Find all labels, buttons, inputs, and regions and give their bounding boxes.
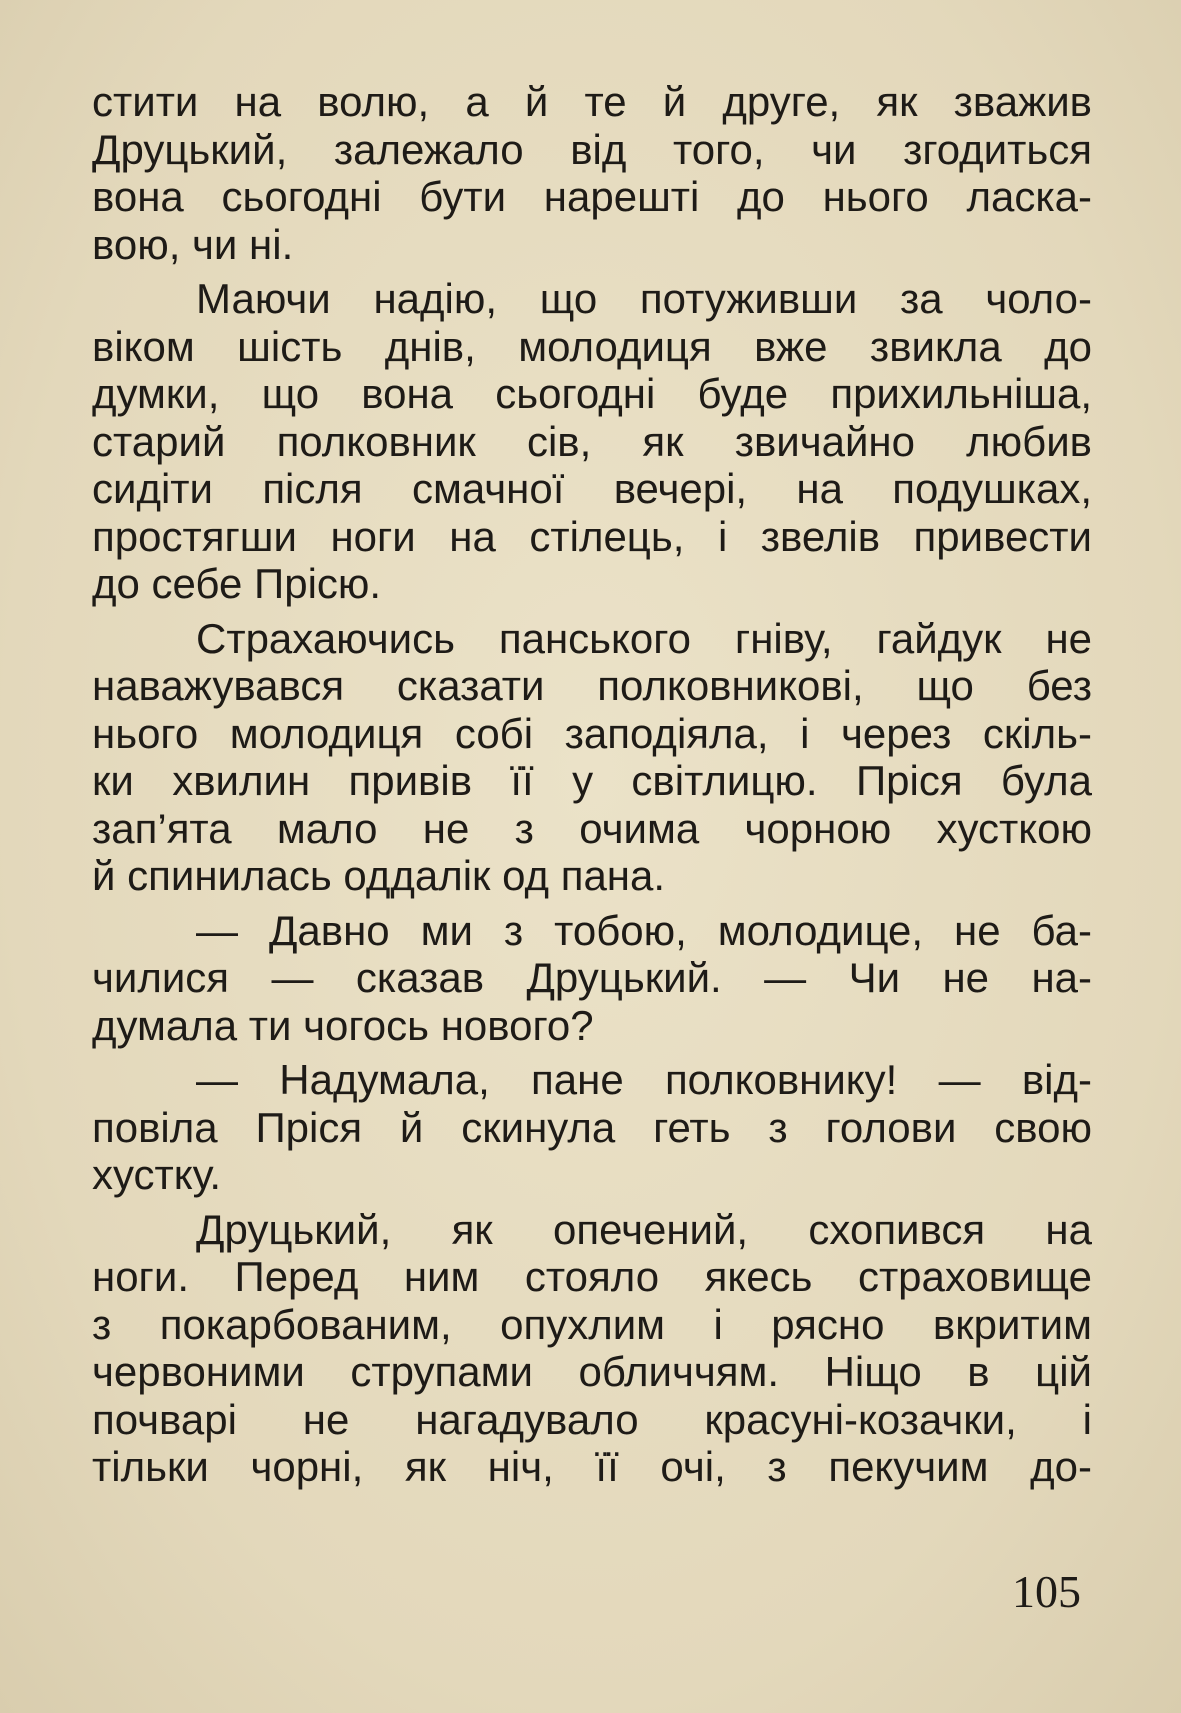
page-number: 105 xyxy=(1012,1566,1081,1617)
text-line: старий полковник сів, як звичайно любив xyxy=(92,417,1092,465)
text-line: й спинилась оддалік од пана. xyxy=(92,852,666,899)
paragraph xyxy=(92,275,1092,608)
text-line: наважувався сказати полковникові, що без xyxy=(92,662,1092,709)
text-line: — Давно ми з тобою, молодице, не ба- xyxy=(196,906,1092,954)
text-line: Друцький, як опечений, схопився на xyxy=(196,1205,1092,1253)
text-line: почварі не нагадувало красуні-козачки, і xyxy=(92,1395,1092,1443)
text-line: червоними струпами обличчям. Ніщо в цій xyxy=(92,1348,1092,1395)
paragraph xyxy=(92,1056,1092,1199)
text-line: зап’ята мало не з очима чорною хусткою xyxy=(92,804,1092,852)
body-text xyxy=(92,78,1092,1498)
paragraph xyxy=(92,907,1092,1050)
text-line: — Надумала, пане полковнику! — від- xyxy=(196,1056,1092,1103)
text-line: тільки чорні, як ніч, її очі, з пекучим до- xyxy=(92,1443,1092,1490)
text-line: повіла Пріся й скинула геть з голови свою xyxy=(92,1103,1092,1151)
paragraph xyxy=(92,78,1092,268)
text-line: чилися — сказав Друцький. — Чи не на- xyxy=(92,954,1092,1001)
text-line: вона сьогодні бути нарешті до нього ласка- xyxy=(92,173,1092,220)
text-line: Страхаючись панського гніву, гайдук не xyxy=(196,614,1092,662)
text-line: з покарбованим, опухлим і рясно вкритим xyxy=(92,1300,1092,1348)
text-line: сидіти після смачної вечері, на подушках, xyxy=(92,465,1092,512)
text-line: стити на волю, а й те й друге, як зважив xyxy=(92,78,1092,125)
text-line: до себе Прісю. xyxy=(92,560,382,607)
text-line: Маючи надію, що потуживши за чоло- xyxy=(196,275,1092,322)
text-line: ноги. Перед ним стояло якесь страховище xyxy=(92,1253,1092,1300)
paragraph xyxy=(92,1206,1092,1491)
text-line: думала ти чогось нового? xyxy=(92,1001,594,1049)
text-line: думки, що вона сьогодні буде прихильніша, xyxy=(92,370,1092,417)
text-line: віком шість днів, молодиця вже звикла до xyxy=(92,322,1092,370)
text-line: вою, чи ні. xyxy=(92,220,294,268)
text-line: хустку. xyxy=(92,1151,222,1198)
text-line: нього молодиця собі заподіяла, і через скіль- xyxy=(92,709,1092,757)
text-line: ки хвилин привів її у світлицю. Пріся була xyxy=(92,757,1092,804)
text-line: Друцький, залежало від того, чи згодиться xyxy=(92,125,1092,173)
text-line: простягши ноги на стілець, і звелів привести xyxy=(92,512,1092,560)
paragraph xyxy=(92,615,1092,900)
